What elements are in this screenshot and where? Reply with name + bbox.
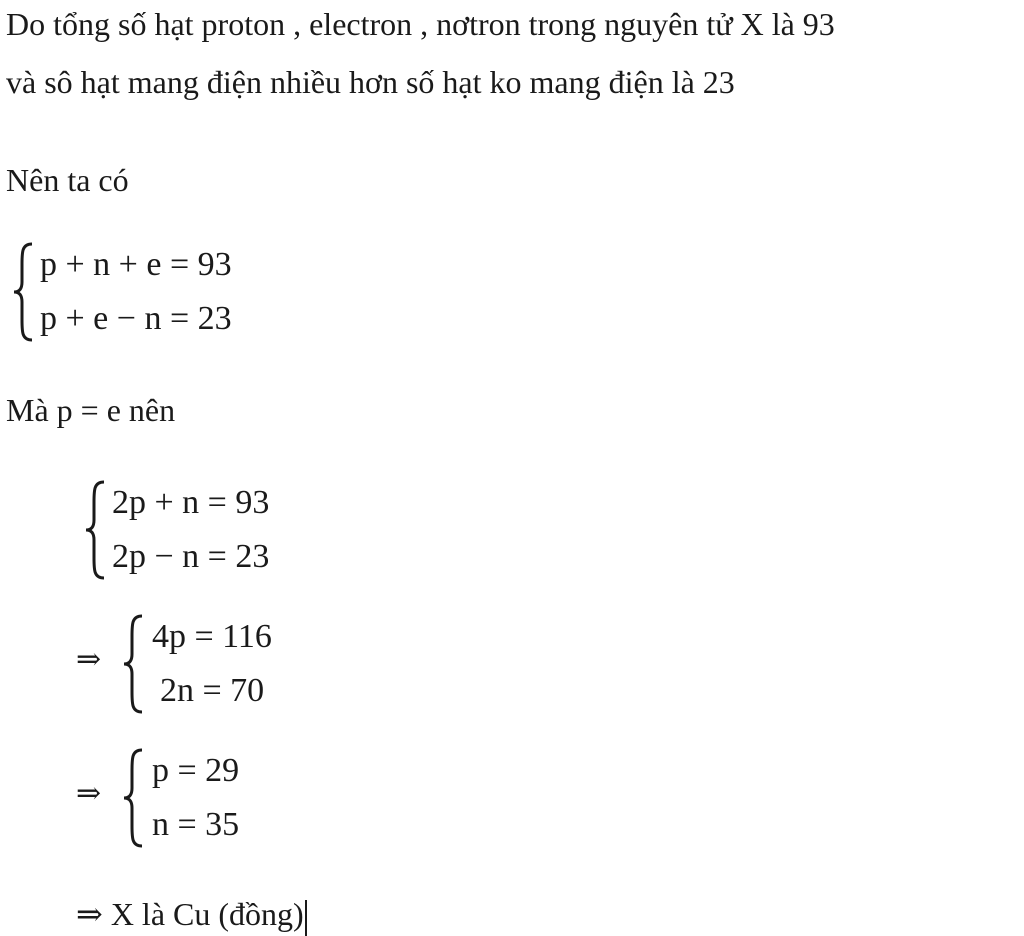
left-brace-icon	[118, 610, 148, 718]
conclusion-text: X là Cu (đồng)	[110, 896, 304, 932]
left-brace-icon	[118, 744, 148, 852]
equation-system-4	[118, 744, 318, 852]
conclusion-line	[76, 894, 307, 936]
system-1-equation-1: p + n + e = 93	[40, 246, 232, 283]
equation-system-1	[8, 238, 328, 346]
paragraph-therefore: Nên ta có	[6, 162, 129, 198]
system-2-equation-1: 2p + n = 93	[112, 484, 270, 521]
equation-system-2	[80, 476, 340, 584]
equation-system-3	[118, 610, 338, 718]
system-1-equation-2: p + e − n = 23	[40, 300, 232, 337]
paragraph-intro-line-2: và sô hạt mang điện nhiều hơn số hạt ko mang điện là 23	[6, 64, 735, 100]
system-3-equation-1: 4p = 116	[152, 618, 272, 655]
system-2-equation-2: 2p − n = 23	[112, 538, 270, 575]
implies-arrow-icon: ⇒	[76, 643, 102, 676]
text-cursor	[305, 900, 307, 936]
system-3-equation-2: 2n = 70	[160, 672, 265, 709]
paragraph-p-equals-e: Mà p = e nên	[6, 392, 176, 428]
left-brace-icon	[80, 476, 110, 584]
left-brace-icon	[8, 238, 38, 346]
paragraph-intro-line-1: Do tổng số hạt proton , electron , nơtron trong nguyên tử X là 93	[6, 6, 835, 42]
implies-arrow-icon: ⇒	[76, 777, 102, 810]
implies-arrow-icon: ⇒	[76, 896, 103, 932]
system-4-equation-2: n = 35	[152, 806, 240, 843]
system-4-equation-1: p = 29	[152, 752, 240, 789]
